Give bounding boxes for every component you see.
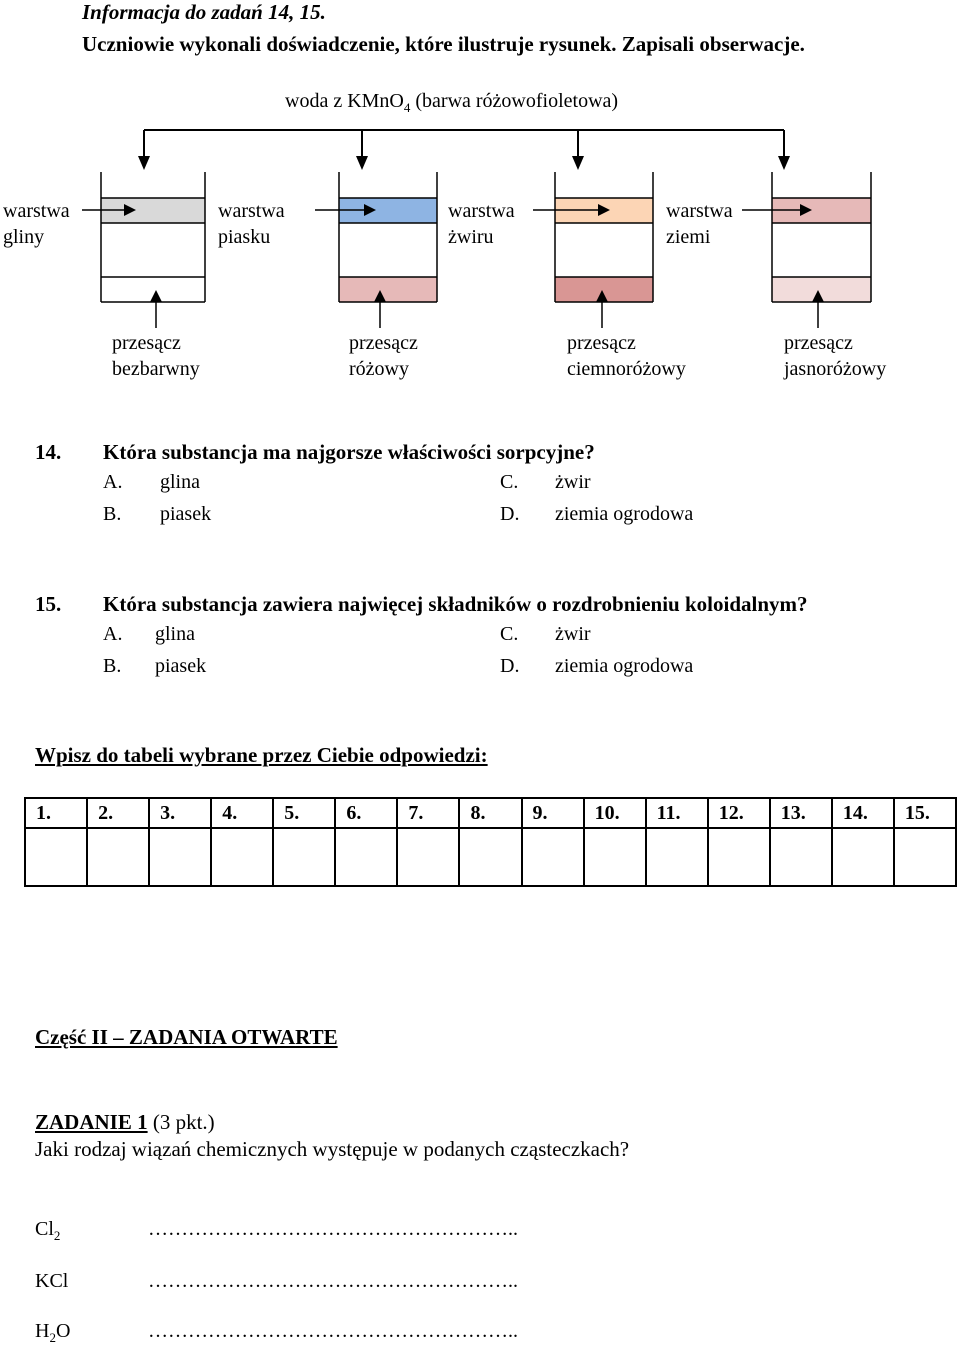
label-layer-gliny: warstwa gliny — [3, 200, 70, 248]
filtrate-arrows — [156, 302, 818, 328]
answer-cell[interactable] — [708, 828, 770, 886]
answer-number: 12. — [708, 798, 770, 828]
answer-number: 2. — [87, 798, 149, 828]
answer-number: 10. — [584, 798, 646, 828]
answer-cell[interactable] — [273, 828, 335, 886]
label-layer-ziemi: warstwa ziemi — [666, 200, 733, 248]
label-filtrate-jasnorozowy: przesącz jasnoróżowy — [784, 332, 887, 380]
container-zwiru — [555, 172, 653, 302]
answer-number: 9. — [522, 798, 584, 828]
answer-cell[interactable] — [770, 828, 832, 886]
info-text: Uczniowie wykonali doświadczenie, które ilustruje rysunek. Zapisali obserwacje. — [82, 32, 805, 56]
task1-text: Jaki rodzaj wiązań chemicznych występuje w podanych cząsteczkach? — [35, 1137, 630, 1161]
info-title: Informacja do zadań 14, 15. — [82, 0, 326, 24]
q15-number: 15. — [35, 592, 62, 616]
answer-cell[interactable] — [522, 828, 584, 886]
task1-label: ZADANIE 1 — [35, 1110, 148, 1134]
task1-points: (3 pkt.) — [147, 1110, 215, 1134]
answer-number: 11. — [646, 798, 708, 828]
q14-option-b-text: piasek — [160, 503, 212, 525]
answer-number: 14. — [832, 798, 894, 828]
answer-line-h2o[interactable]: ……………………………………………….. — [148, 1320, 518, 1342]
answer-cell[interactable] — [149, 828, 211, 886]
down-arrowheads — [138, 156, 790, 170]
container-ziemi — [772, 172, 871, 302]
answer-cell[interactable] — [459, 828, 521, 886]
label-layer-piasku: warstwa piasku — [218, 200, 285, 248]
answer-cell[interactable] — [335, 828, 397, 886]
answer-number: 5. — [273, 798, 335, 828]
answer-number: 3. — [149, 798, 211, 828]
q15-option-a-letter: A. — [103, 623, 123, 645]
answer-cell[interactable] — [832, 828, 894, 886]
q15-option-a-text: glina — [155, 623, 195, 645]
q15-option-c-letter: C. — [500, 623, 519, 645]
q14-option-d-letter: D. — [500, 503, 520, 525]
q14-option-b-letter: B. — [103, 503, 122, 525]
water-prefix: woda z KMnO — [285, 90, 404, 112]
label-layer-zwiru: warstwa żwiru — [448, 200, 515, 248]
answer-cell[interactable] — [87, 828, 149, 886]
q14-option-d-text: ziemia ogrodowa — [555, 503, 694, 525]
distribution-lines — [144, 130, 784, 156]
q15-option-d-letter: D. — [500, 655, 520, 677]
q14-number: 14. — [35, 440, 62, 464]
q14-option-a-text: glina — [160, 471, 200, 493]
q15-text: Która substancja zawiera najwięcej składników o rozdrobnieniu koloidalnym? — [103, 592, 808, 616]
label-filtrate-bezbarwny: przesącz bezbarwny — [112, 332, 200, 380]
molecule-h2o: $H_2O$ — [35, 1320, 71, 1345]
answers-header-row — [25, 798, 956, 828]
answer-number: 13. — [770, 798, 832, 828]
q15-option-d-text: ziemia ogrodowa — [555, 655, 694, 677]
answer-cell[interactable] — [211, 828, 273, 886]
filtrate-arrowheads — [150, 290, 824, 302]
answer-cell[interactable] — [646, 828, 708, 886]
q15-option-b-letter: B. — [103, 655, 122, 677]
task1-heading — [35, 1110, 215, 1135]
answers-table — [24, 797, 957, 887]
answer-line-kcl[interactable]: ……………………………………………….. — [148, 1270, 518, 1292]
part2-heading: Część II – ZADANIA OTWARTE — [35, 1025, 338, 1049]
q14-option-c-text: żwir — [555, 471, 591, 493]
answer-number: 7. — [397, 798, 459, 828]
answer-number: 1. — [25, 798, 87, 828]
q14-text: Która substancja ma najgorsze właściwości sorpcyjne? — [103, 440, 595, 464]
answer-cell[interactable] — [584, 828, 646, 886]
water-subscript: 4 — [403, 100, 411, 115]
label-filtrate-ciemnorozowy: przesącz ciemnoróżowy — [567, 332, 686, 380]
label-filtrate-rozowy: przesącz różowy — [349, 332, 418, 380]
q15-option-c-text: żwir — [555, 623, 591, 645]
experiment-diagram — [0, 0, 960, 340]
answer-number: 15. — [894, 798, 956, 828]
molecule-kcl: KCl — [35, 1270, 69, 1292]
answer-line-cl2[interactable]: ……………………………………………….. — [148, 1218, 518, 1240]
answers-heading: Wpisz do tabeli wybrane przez Ciebie odpowiedzi: — [35, 743, 488, 767]
answers-input-row — [25, 828, 956, 886]
water-suffix: (barwa różowofioletowa) — [410, 90, 619, 112]
filtrate-rozowy — [339, 277, 437, 302]
container-piasku — [339, 172, 437, 302]
q14-option-a-letter: A. — [103, 471, 123, 493]
answer-cell[interactable] — [894, 828, 956, 886]
answer-number: 8. — [459, 798, 521, 828]
answer-cell[interactable] — [397, 828, 459, 886]
molecule-cl2: $Cl_2$ — [35, 1218, 61, 1243]
container-gliny — [101, 172, 205, 302]
answer-cell[interactable] — [25, 828, 87, 886]
answer-number: 6. — [335, 798, 397, 828]
q15-option-b-text: piasek — [155, 655, 207, 677]
q14-option-c-letter: C. — [500, 471, 519, 493]
answer-number: 4. — [211, 798, 273, 828]
